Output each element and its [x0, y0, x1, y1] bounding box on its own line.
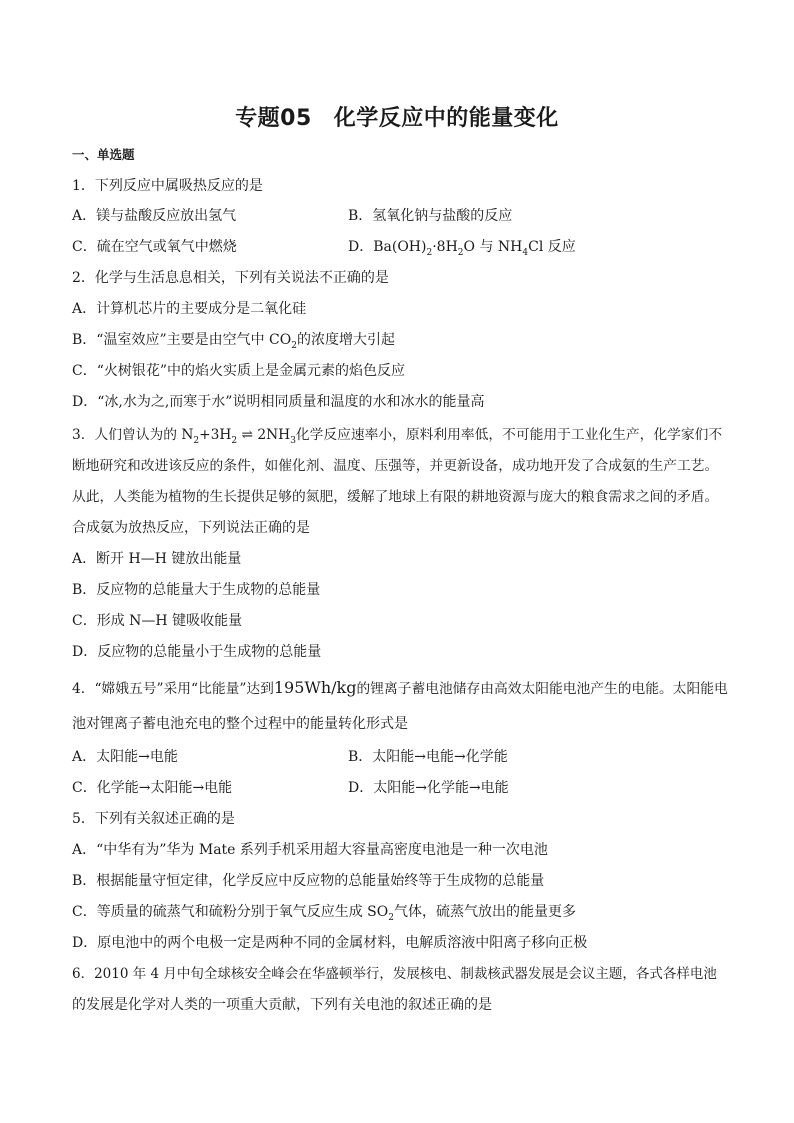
q4-option-d: D．太阳能→化学能→电能: [348, 780, 509, 796]
q3-option-d: D．反应物的总能量小于生成物的总能量: [72, 644, 322, 660]
q3-stem-line-1: 3．人们曾认为的 $N_2+3H_2$ ⇌ $2NH_3$化学反应速率小，原料利用率低，不可能用于工业化生产，化学家们不: [72, 427, 723, 446]
q4-energy-value: 195Wh/kg: [273, 678, 357, 697]
page-title: [0, 101, 794, 132]
q1-stem: 1．下列反应中属吸热反应的是: [72, 178, 263, 194]
q4-stem-line-1: 4．“嫦娥五号”采用“比能量”达到195Wh/kg的锂离子蓄电池储存由高效太阳能电池产生的电能。太阳能电: [72, 678, 728, 697]
q2-stem: 2．化学与生活息息相关，下列有关说法不正确的是: [72, 270, 389, 286]
q1-option-a: A．镁与盐酸反应放出氢气: [72, 208, 237, 224]
q2-option-c: C．“火树银花”中的焰火实质上是金属元素的焰色反应: [72, 363, 406, 379]
q3-stem-line-4: 合成氨为放热反应，下列说法正确的是: [72, 520, 310, 536]
q1-option-b: B．氢氧化钠与盐酸的反应: [348, 208, 513, 224]
q3-stem-line-3: 从此，人类能为植物的生长提供足够的氮肥，缓解了地球上有限的耕地资源与庞大的粮食需求之间的矛盾。: [72, 489, 719, 505]
title-main: 化学反应中的能量变化: [333, 106, 559, 131]
q5-option-c: C．等质量的硫蒸气和硫粉分别于氧气反应生成 $SO_2$气体，硫蒸气放出的能量更多: [72, 904, 576, 923]
q1-option-d: D．$Ba(OH)_2\cdot 8H_2O$ 与 $NH_4Cl$ 反应: [348, 239, 576, 258]
q4-option-a: A．太阳能→电能: [72, 749, 178, 765]
q3-option-a: A．断开 H—H 键放出能量: [72, 551, 242, 567]
q3-option-c: C．形成 N—H 键吸收能量: [72, 613, 243, 629]
title-prefix: 专题05: [235, 106, 312, 131]
q6-stem-line-2: 的发展是化学对人类的一项重大贡献，下列有关电池的叙述正确的是: [72, 997, 492, 1013]
q5-stem: 5．下列有关叙述正确的是: [72, 811, 235, 827]
q4-option-b: B．太阳能→电能→化学能: [348, 749, 508, 765]
q3-stem-line-2: 断地研究和改进该反应的条件，如催化剂、温度、压强等，并更新设备，成功地开发了合成氨的生产工艺。: [72, 458, 719, 474]
q2-option-d: D．“冰,水为之,而寒于水”说明相同质量和温度的水和冰水的能量高: [72, 394, 485, 410]
section-heading: 一、单选题: [72, 147, 135, 162]
q4-stem-line-2: 池对锂离子蓄电池充电的整个过程中的能量转化形式是: [72, 716, 408, 732]
q5-option-b: B．根据能量守恒定律，化学反应中反应物的总能量始终等于生成物的总能量: [72, 873, 545, 889]
q4-option-c: C．化学能→太阳能→电能: [72, 780, 233, 796]
q2-option-b: B．“温室效应”主要是由空气中 $CO_2$的浓度增大引起: [72, 332, 395, 351]
q6-stem-line-1: 6．2010 年 4 月中旬全球核安全峰会在华盛顿举行，发展核电、制裁核武器发展是会议主题，各式各样电池: [72, 966, 717, 982]
q5-option-d: D．原电池中的两个电极一定是两种不同的金属材料，电解质溶液中阳离子移向正极: [72, 935, 588, 951]
q1-option-c: C．硫在空气或氧气中燃烧: [72, 239, 237, 255]
q5-option-a: A．“中华有为”华为 Mate 系列手机采用超大容量高密度电池是一种一次电池: [72, 842, 548, 858]
q2-option-a: A．计算机芯片的主要成分是二氧化硅: [72, 301, 307, 317]
q3-option-b: B．反应物的总能量大于生成物的总能量: [72, 582, 321, 598]
